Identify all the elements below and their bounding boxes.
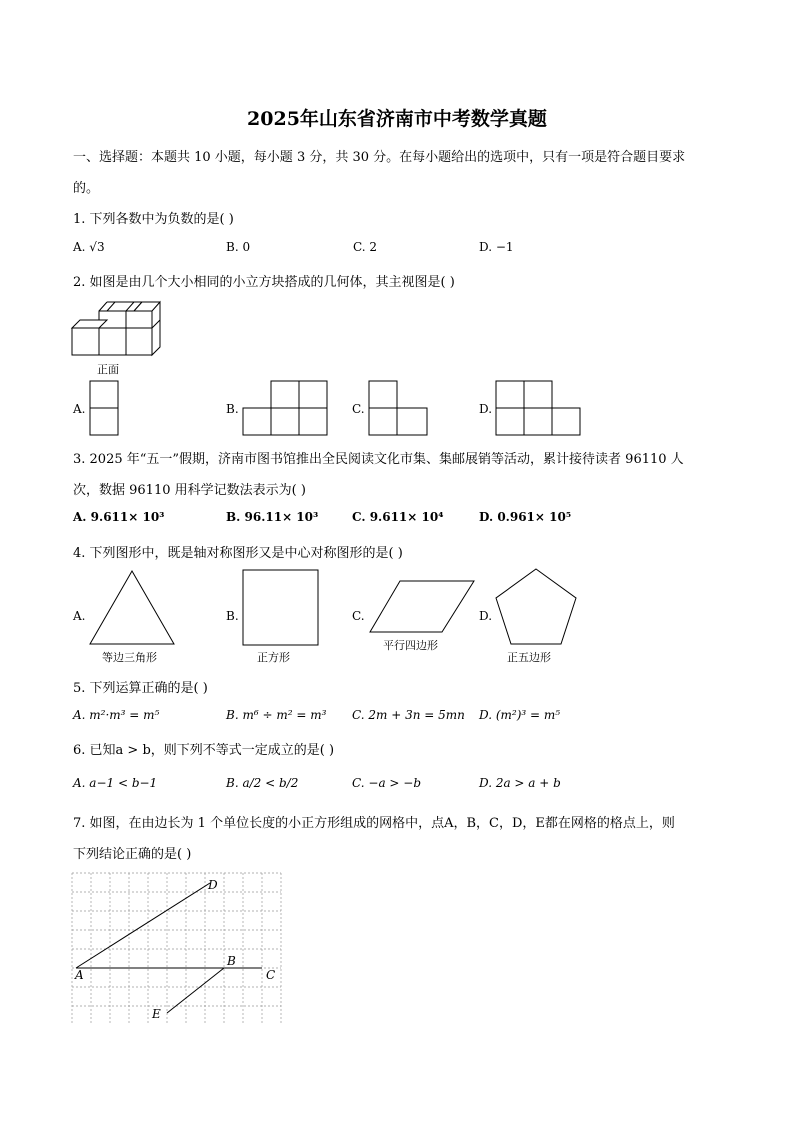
q2-stem: 2. 如图是由几个大小相同的小立方块搭成的几何体，其主视图是( ) bbox=[73, 275, 455, 290]
point-label-c: C bbox=[266, 968, 276, 982]
q7-stem-line1: 7. 如图，在由边长为 1 个单位长度的小正方形组成的网格中，点A，B，C，D，E都在网格的格点上，则 bbox=[73, 816, 675, 831]
q4-caption-b: 正方形 bbox=[257, 651, 290, 664]
q3-stem-line2: 次，数据 96110 用科学记数法表示为( ) bbox=[73, 483, 306, 498]
q3-option-a: A. 9.611× 10³ bbox=[73, 510, 165, 524]
q4-option-d-label: D. bbox=[479, 609, 493, 623]
q2-option-c-label: C. bbox=[352, 402, 365, 416]
q6-option-b: B. a/2 < b/2 bbox=[226, 776, 299, 790]
section-instruction-line2: 的。 bbox=[73, 181, 100, 196]
q3-stem-line1: 3. 2025 年“五一”假期，济南市图书馆推出全民阅读文化市集、集邮展销等活动，累计接待读者 96110 人 bbox=[73, 452, 684, 467]
q4-square-figure bbox=[242, 569, 320, 647]
q4-caption-c: 平行四边形 bbox=[383, 639, 438, 652]
q5-stem: 5. 下列运算正确的是( ) bbox=[73, 681, 208, 696]
q5-option-b: B. m⁶ ÷ m² = m³ bbox=[226, 708, 327, 722]
q1-option-d: D. −1 bbox=[479, 240, 514, 254]
segment-ad bbox=[76, 883, 210, 968]
q4-regular-pentagon-figure bbox=[495, 568, 579, 646]
q4-equilateral-triangle-figure bbox=[88, 570, 176, 646]
q1-option-a: A. √3 bbox=[73, 240, 105, 254]
q3-option-d: D. 0.961× 10⁵ bbox=[479, 510, 572, 524]
q2-option-d-figure bbox=[495, 380, 583, 437]
q1-stem: 1. 下列各数中为负数的是( ) bbox=[73, 212, 234, 227]
section-instruction-line1: 一、选择题：本题共 10 小题，每小题 3 分，共 30 分。在每小题给出的选项中，只有一项是符合题目要求 bbox=[73, 150, 686, 165]
q2-option-c-figure bbox=[368, 380, 430, 437]
q5-option-a: A. m²·m³ = m⁵ bbox=[73, 708, 160, 722]
q4-option-b-label: B. bbox=[226, 609, 239, 623]
point-label-d: D bbox=[208, 878, 218, 892]
q6-option-a: A. a−1 < b−1 bbox=[73, 776, 158, 790]
q4-caption-a: 等边三角形 bbox=[102, 651, 157, 664]
q1-option-b: B. 0 bbox=[226, 240, 251, 254]
q4-option-c-label: C. bbox=[352, 609, 365, 623]
q6-option-d: D. 2a > a + b bbox=[479, 776, 561, 790]
q3-option-c: C. 9.611× 10⁴ bbox=[352, 510, 444, 524]
q6-stem: 6. 已知a > b，则下列不等式一定成立的是( ) bbox=[73, 743, 335, 758]
q2-option-a-figure bbox=[89, 380, 119, 437]
q2-option-d-label: D. bbox=[479, 402, 493, 416]
q2-option-b-figure bbox=[242, 380, 330, 437]
point-label-a: A bbox=[75, 968, 84, 982]
q6-option-c: C. −a > −b bbox=[352, 776, 422, 790]
q3-option-b: B. 96.11× 10³ bbox=[226, 510, 319, 524]
point-label-b: B bbox=[227, 954, 236, 968]
q7-grid-figure bbox=[72, 873, 282, 1025]
q7-stem-line2: 下列结论正确的是( ) bbox=[73, 847, 192, 862]
point-label-e: E bbox=[152, 1007, 161, 1021]
q4-parallelogram-figure bbox=[368, 580, 476, 634]
q5-option-d: D. (m²)³ = m⁵ bbox=[479, 708, 561, 722]
q1-option-c: C. 2 bbox=[353, 240, 378, 254]
q4-option-a-label: A. bbox=[73, 609, 86, 623]
q2-option-b-label: B. bbox=[226, 402, 239, 416]
q4-stem: 4. 下列图形中，既是轴对称图形又是中心对称图形的是( ) bbox=[73, 546, 403, 561]
q2-cube-solid-figure bbox=[70, 294, 170, 358]
q5-option-c: C. 2m + 3n = 5mn bbox=[352, 708, 465, 722]
q4-caption-d: 正五边形 bbox=[507, 651, 551, 664]
q2-figure-caption: 正面 bbox=[97, 363, 119, 376]
segment-eb bbox=[167, 968, 224, 1013]
page-title: 2025年山东省济南市中考数学真题 bbox=[247, 108, 547, 130]
q2-option-a-label: A. bbox=[73, 402, 86, 416]
